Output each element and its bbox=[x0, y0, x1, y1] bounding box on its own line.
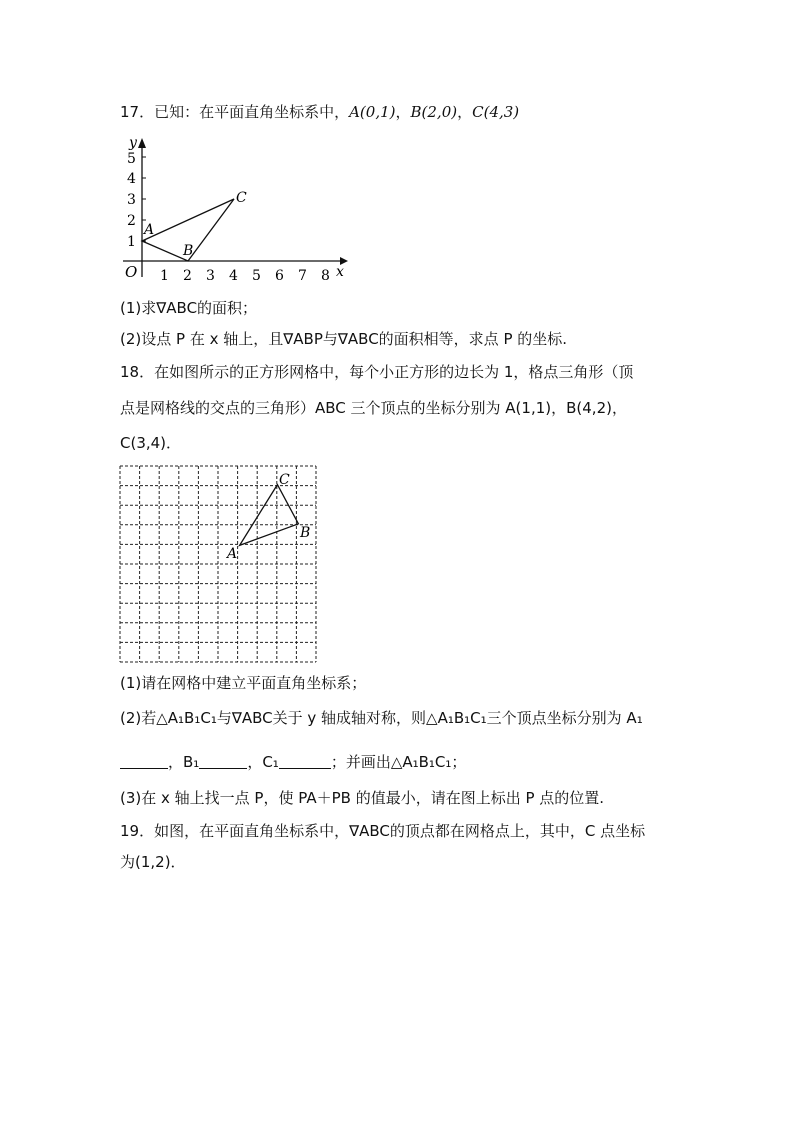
q18-line3: C(3,4)． bbox=[120, 434, 182, 452]
origin-label: O bbox=[125, 263, 138, 281]
answer-blank-c1[interactable] bbox=[279, 754, 331, 769]
x-tick-label: 2 bbox=[183, 268, 192, 282]
q17-stem: 17．已知：在平面直角坐标系中，A(0,1)，B(2,0)，C(4,3) bbox=[120, 103, 520, 121]
q19-line2: 为(1,2)． bbox=[120, 853, 186, 871]
y-tick-label: 3 bbox=[127, 192, 136, 208]
q19-line1: 19．如图，在平面直角坐标系中，∇ABC的顶点都在网格点上，其中，C 点坐标 bbox=[120, 822, 646, 840]
q18-sub1: (1)请在网格中建立平面直角坐标系； bbox=[120, 674, 367, 692]
q18-sub3: (3)在 x 轴上找一点 P，使 PA＋PB 的值最小，请在图上标出 P 点的位置. bbox=[120, 789, 605, 807]
x-tick-label: 1 bbox=[160, 268, 169, 282]
x-tick-label: 3 bbox=[206, 268, 215, 282]
y-tick-label: 4 bbox=[127, 171, 136, 187]
x-tick-label: 4 bbox=[229, 268, 238, 282]
y-axis-label: y bbox=[129, 135, 137, 151]
answer-blank-a1[interactable] bbox=[120, 754, 168, 769]
point-label-b: B bbox=[183, 243, 194, 259]
point-label-c: C bbox=[236, 190, 247, 206]
grid-label-c: C bbox=[279, 472, 290, 488]
triangle-abc bbox=[240, 485, 299, 546]
q18-sub2-line1: (2)若△A₁B₁C₁与∇ABC关于 y 轴成轴对称，则△A₁B₁C₁三个顶点坐标分别为 A₁ bbox=[120, 709, 643, 727]
y-tick-label: 5 bbox=[127, 151, 136, 167]
x-tick-label: 8 bbox=[321, 268, 330, 282]
x-axis-label: x bbox=[336, 264, 344, 280]
y-tick-label: 2 bbox=[127, 213, 136, 229]
q18-line2: 点是网格线的交点的三角形）ABC 三个顶点的坐标分别为 A(1,1)，B(4,2)， bbox=[120, 399, 627, 417]
x-tick-label: 5 bbox=[252, 268, 261, 282]
grid-label-a: A bbox=[227, 546, 238, 562]
q17-sub2: (2)设点 P 在 x 轴上，且∇ABP与∇ABC的面积相等，求点 P 的坐标. bbox=[120, 330, 568, 348]
x-tick-label: 7 bbox=[298, 268, 307, 282]
q18-grid bbox=[119, 465, 317, 663]
point-label-a: A bbox=[144, 222, 155, 238]
grid-label-b: B bbox=[300, 525, 311, 541]
y-axis-arrow bbox=[138, 138, 146, 148]
q18-sub2-line2: ，B₁ ，C₁ ；并画出△A₁B₁C₁； bbox=[120, 752, 466, 772]
q18-line1: 18．在如图所示的正方形网格中，每个小正方形的边长为 1，格点三角形（顶 bbox=[120, 363, 634, 381]
y-tick-label: 1 bbox=[127, 234, 136, 250]
q17-coordinate-graph bbox=[115, 132, 355, 282]
answer-blank-b1[interactable] bbox=[199, 754, 247, 769]
x-tick-label: 6 bbox=[275, 268, 284, 282]
q17-sub1: (1)求∇ABC的面积； bbox=[120, 299, 258, 317]
